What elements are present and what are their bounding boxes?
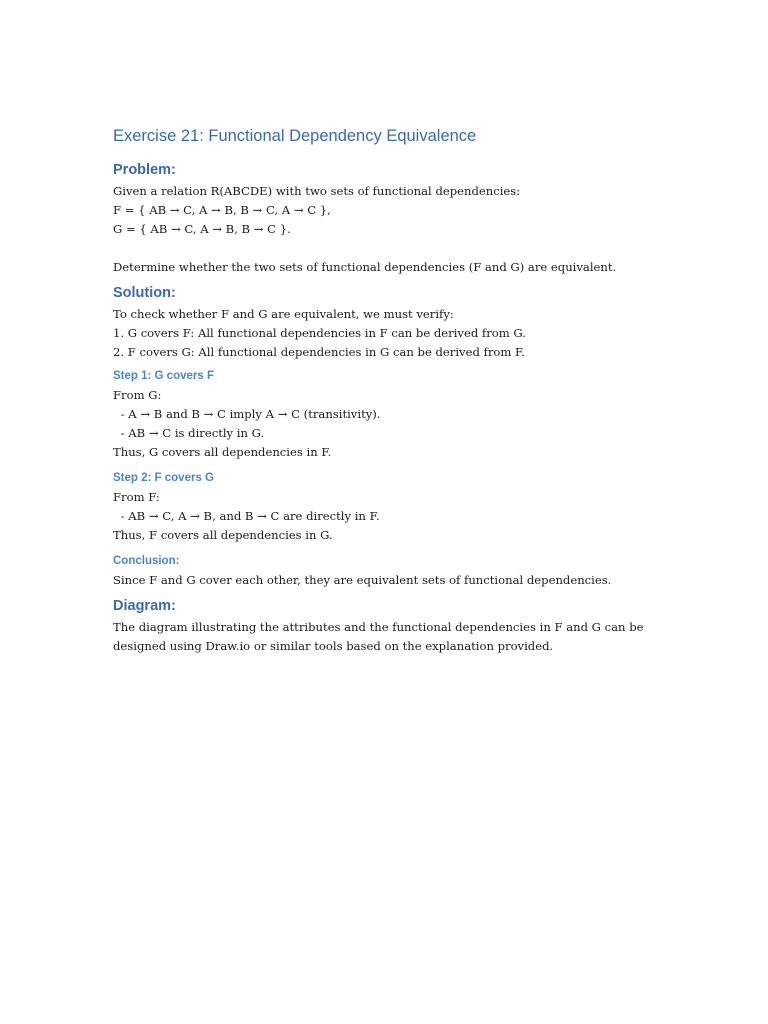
step1-line: - AB → C is directly in G. xyxy=(117,426,265,440)
step1-line: From G: xyxy=(113,388,162,402)
problem-line: F = { AB → C, A → B, B → C, A → C }, xyxy=(113,203,331,217)
diagram-text: The diagram illustrating the attributes and the functional dependencies in F and G can be designed using Draw.io or similar tools based on the explanation provided. xyxy=(113,620,644,653)
solution-line: 1. G covers F: All functional dependencies in F can be derived from G. xyxy=(113,326,526,340)
step2-line: From F: xyxy=(113,490,160,504)
step1-line: - A → B and B → C imply A → C (transitivity). xyxy=(117,407,381,421)
document-title: Exercise 21: Functional Dependency Equivalence xyxy=(113,127,477,145)
problem-line: G = { AB → C, A → B, B → C }. xyxy=(113,222,291,236)
step2-heading: Step 2: F covers G xyxy=(113,472,214,484)
conclusion-heading: Conclusion: xyxy=(113,555,180,567)
step2-line: - AB → C, A → B, and B → C are directly in F. xyxy=(117,509,380,523)
problem-heading: Problem: xyxy=(113,162,176,178)
problem-question: Determine whether the two sets of functional dependencies (F and G) are equivalent. xyxy=(113,260,617,274)
conclusion-text: Since F and G cover each other, they are equivalent sets of functional dependencies. xyxy=(113,573,612,587)
solution-line: To check whether F and G are equivalent, we must verify: xyxy=(113,307,454,321)
step1-heading: Step 1: G covers F xyxy=(113,370,214,382)
step2-line: Thus, F covers all dependencies in G. xyxy=(113,528,333,542)
solution-heading: Solution: xyxy=(113,285,176,301)
diagram-heading: Diagram: xyxy=(113,598,176,614)
problem-line: Given a relation R(ABCDE) with two sets of functional dependencies: xyxy=(113,184,521,198)
document-page xyxy=(113,124,673,656)
step1-line: Thus, G covers all dependencies in F. xyxy=(113,445,332,459)
solution-line: 2. F covers G: All functional dependencies in G can be derived from F. xyxy=(113,345,525,359)
